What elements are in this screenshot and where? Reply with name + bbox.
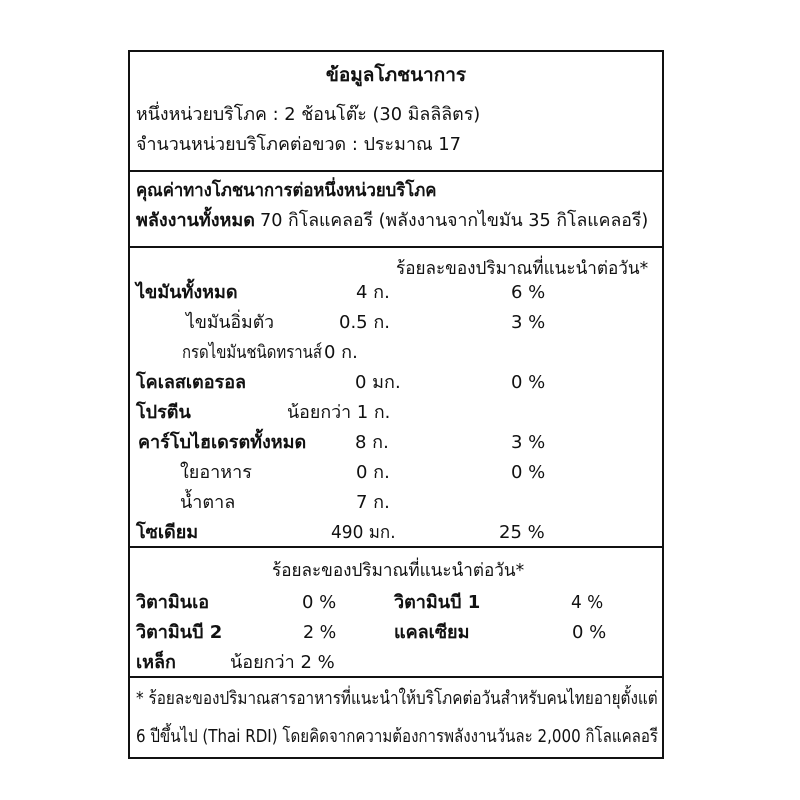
nutrient-name: กรดไขมันชนิดทรานส์	[182, 342, 322, 363]
nutrient-daily-value: 25 %	[499, 522, 545, 543]
vitamin-value: 4 %	[571, 592, 604, 613]
vitamin-value: 2 %	[303, 622, 337, 643]
vitamin-name: วิตามินบี 1	[394, 592, 481, 613]
total-energy-label: พลังงานทั้งหมด	[136, 210, 255, 231]
footnote-line-1: * ร้อยละของปริมาณสารอาหารที่แนะนำให้บริโภคต่อวันสำหรับคนไทยอายุตั้งแต่	[136, 688, 658, 709]
nutrient-amount: น้อยกว่า 1 ก.	[287, 402, 391, 423]
mineral-name: เหล็ก	[136, 652, 176, 673]
energy-heading: คุณค่าทางโภชนาการต่อหนึ่งหน่วยบริโภค	[136, 180, 437, 201]
nutrient-amount: 0 ก.	[356, 462, 390, 483]
nutrient-amount: 490 มก.	[331, 522, 396, 543]
nutrient-name: โปรตีน	[136, 402, 191, 423]
nutrient-amount: 0 ก.	[324, 342, 358, 363]
nutrient-daily-value: 6 %	[511, 282, 546, 303]
label-title: ข้อมูลโภชนาการ	[325, 64, 467, 86]
nutrient-amount: 4 ก.	[356, 282, 390, 303]
mineral-value: 0 %	[572, 622, 607, 643]
nutrient-daily-value: 3 %	[511, 312, 546, 333]
nutrition-facts-label	[128, 50, 664, 759]
nutrient-amount: 7 ก.	[356, 492, 390, 513]
nutrients-section	[130, 248, 662, 548]
vitamins-section	[130, 548, 662, 678]
nutrient-amount: 8 ก.	[355, 432, 389, 453]
nutrient-daily-value: 0 %	[511, 372, 546, 393]
nutrient-name: ไขมันอิ่มตัว	[186, 312, 274, 333]
nutrient-name: น้ำตาล	[180, 492, 236, 513]
vitamin-name: วิตามินบี 2	[136, 622, 223, 643]
nutrient-daily-value: 3 %	[511, 432, 546, 453]
nutrient-name: ไขมันทั้งหมด	[136, 282, 238, 303]
nutrient-name: ใยอาหาร	[180, 462, 252, 483]
nutrient-name: คาร์โบไฮเดรตทั้งหมด	[138, 432, 307, 453]
energy-section	[130, 172, 662, 248]
servings-per-container-text: จำนวนหน่วยบริโภคต่อขวด : ประมาณ 17	[136, 134, 462, 155]
total-energy-value: 70 กิโลแคลอรี (พลังงานจากไขมัน 35 กิโลแคลอรี)	[260, 210, 649, 231]
nutrient-name: โคเลสเตอรอล	[136, 372, 247, 393]
nutrient-amount: 0 มก.	[355, 372, 401, 393]
vitamins-daily-value-header: ร้อยละของปริมาณที่แนะนำต่อวัน*	[272, 560, 525, 581]
serving-size-text: หนึ่งหน่วยบริโภค : 2 ช้อนโต๊ะ (30 มิลลิลิตร)	[136, 104, 481, 125]
mineral-name: แคลเซียม	[394, 622, 470, 643]
vitamin-name: วิตามินเอ	[136, 592, 210, 613]
footnote-line-2: 6 ปีขึ้นไป (Thai RDI) โดยคิดจากความต้องการพลังงานวันละ 2,000 กิโลแคลอรี	[136, 726, 658, 747]
nutrient-name: โซเดียม	[136, 522, 199, 543]
nutrient-daily-value: 0 %	[511, 462, 546, 483]
label-header-section	[130, 52, 662, 172]
vitamin-value: 0 %	[302, 592, 337, 613]
mineral-value: น้อยกว่า 2 %	[230, 652, 335, 673]
daily-value-header: ร้อยละของปริมาณที่แนะนำต่อวัน*	[396, 258, 649, 279]
nutrient-amount: 0.5 ก.	[339, 312, 390, 333]
